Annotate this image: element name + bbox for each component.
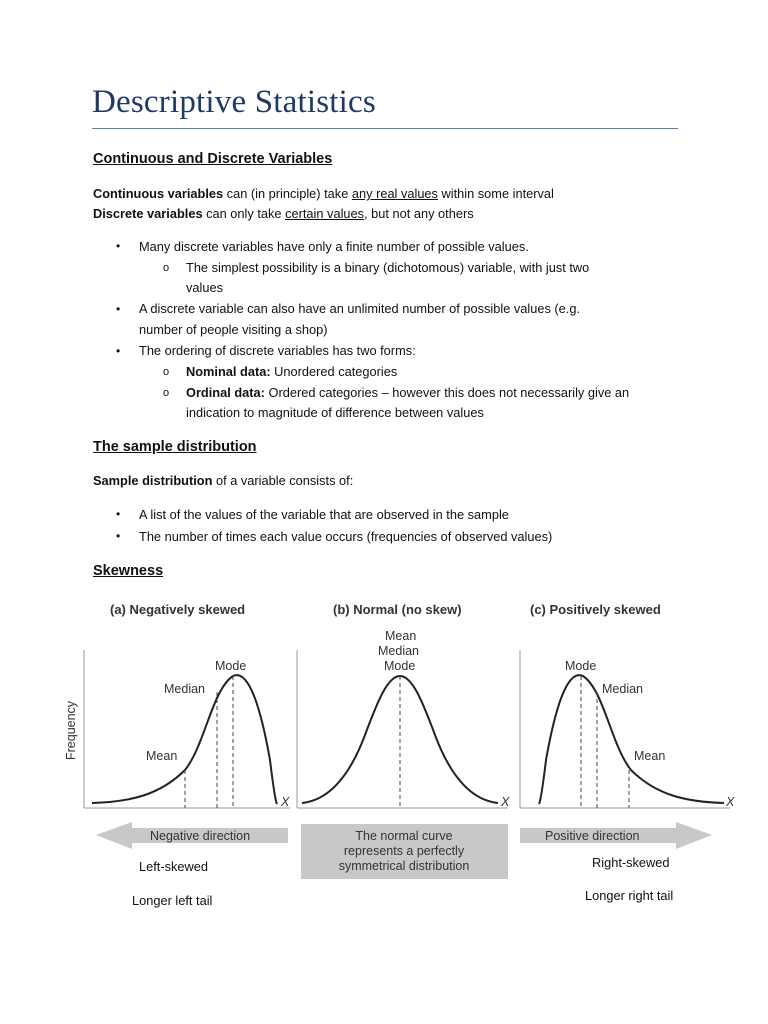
y-axis-label: Frequency <box>64 700 78 760</box>
list-item: A list of the values of the variable that are observed in the sample <box>139 507 509 522</box>
sample-distribution-intro <box>93 471 353 491</box>
positive-direction-arrow <box>520 822 712 849</box>
continuous-definition <box>93 184 554 204</box>
panel-c-median-label: Median <box>602 682 643 696</box>
text-fragment: of a variable consists of: <box>212 473 354 488</box>
text-fragment: Ordered categories – however this does not necessarily give an <box>264 385 630 400</box>
right-tail-caption: Longer right tail <box>585 888 674 903</box>
panel-b-mean-label: Mean <box>385 629 417 643</box>
panel-b-axes <box>297 650 508 808</box>
sub-list-item: The simplest possibility is a binary (dichotomous) variable, with just two <box>186 260 590 275</box>
section-heading-variables: Continuous and Discrete Variables <box>93 151 333 167</box>
left-skewed-caption: Left-skewed <box>139 859 208 874</box>
discrete-definition <box>93 204 474 224</box>
underlined-phrase: any real values <box>351 186 438 201</box>
section-heading-sample-distribution: The sample distribution <box>93 439 257 455</box>
term-sample-distribution: Sample distribution <box>93 473 213 488</box>
normal-curve-note <box>301 824 508 879</box>
text-fragment: can (in principle) take <box>223 186 352 201</box>
panel-b-mode-label: Mode <box>384 659 416 673</box>
normal-note-line2: represents a perfectly <box>343 844 465 858</box>
panel-a-median-label: Median <box>164 682 205 696</box>
left-tail-caption: Longer left tail <box>132 893 213 908</box>
sub-list-item-cont: values <box>186 280 223 295</box>
panel-a-title: (a) Negatively skewed <box>110 602 246 617</box>
underlined-phrase: certain values <box>285 206 365 221</box>
list-item: The number of times each value occurs (frequencies of observed values) <box>139 529 553 544</box>
sub-list-item-nominal <box>186 362 397 382</box>
normal-note-line1: The normal curve <box>355 829 453 843</box>
list-item: Many discrete variables have only a finite number of possible values. <box>139 239 529 254</box>
list-item: The ordering of discrete variables has two forms: <box>139 343 416 358</box>
sub-list-item-ordinal <box>186 383 629 403</box>
section-heading-skewness: Skewness <box>93 563 164 579</box>
panel-b-title: (b) Normal (no skew) <box>333 602 462 617</box>
sub-bullet-icon: o <box>163 366 170 378</box>
bullet-icon: • <box>116 529 121 543</box>
sub-bullet-icon: o <box>163 262 170 274</box>
title-divider <box>92 128 678 129</box>
term-discrete: Discrete variables <box>93 206 203 221</box>
text-fragment: Unordered categories <box>270 364 398 379</box>
negative-direction-arrow <box>96 822 288 849</box>
negative-direction-label: Negative direction <box>150 829 251 843</box>
skewness-figure <box>60 595 750 885</box>
panel-b-x-label: X <box>501 795 510 809</box>
bullet-icon: • <box>116 302 121 316</box>
panel-c-mode-label: Mode <box>565 659 597 673</box>
sub-bullet-icon: o <box>163 387 170 399</box>
bullet-icon: • <box>116 344 121 358</box>
panel-c-mean-label: Mean <box>634 749 666 763</box>
right-skewed-caption: Right-skewed <box>592 855 670 870</box>
panel-b-median-label: Median <box>378 644 419 658</box>
bullet-icon: • <box>116 239 121 253</box>
text-fragment: can only take <box>202 206 286 221</box>
list-item-cont: number of people visiting a shop) <box>139 322 328 337</box>
text-fragment: within some interval <box>437 186 554 201</box>
text-fragment: , but not any others <box>364 206 474 221</box>
panel-c-x-label: X <box>726 795 735 809</box>
normal-note-line3: symmetrical distribution <box>338 859 470 873</box>
panel-a-mean-label: Mean <box>146 749 178 763</box>
term-ordinal: Ordinal data: <box>186 385 265 400</box>
list-item: A discrete variable can also have an unlimited number of possible values (e.g. <box>139 301 581 316</box>
bullet-icon: • <box>116 507 121 521</box>
positive-direction-label: Positive direction <box>545 829 640 843</box>
page-title: Descriptive Statistics <box>92 84 376 120</box>
panel-c-title: (c) Positively skewed <box>530 602 661 617</box>
panel-a-axes <box>84 650 290 808</box>
panel-a-x-label: X <box>281 795 290 809</box>
sub-list-item-cont: indication to magnitude of difference between values <box>186 405 484 420</box>
term-continuous: Continuous variables <box>93 186 224 201</box>
term-nominal: Nominal data: <box>186 364 271 379</box>
panel-a-mode-label: Mode <box>215 659 247 673</box>
